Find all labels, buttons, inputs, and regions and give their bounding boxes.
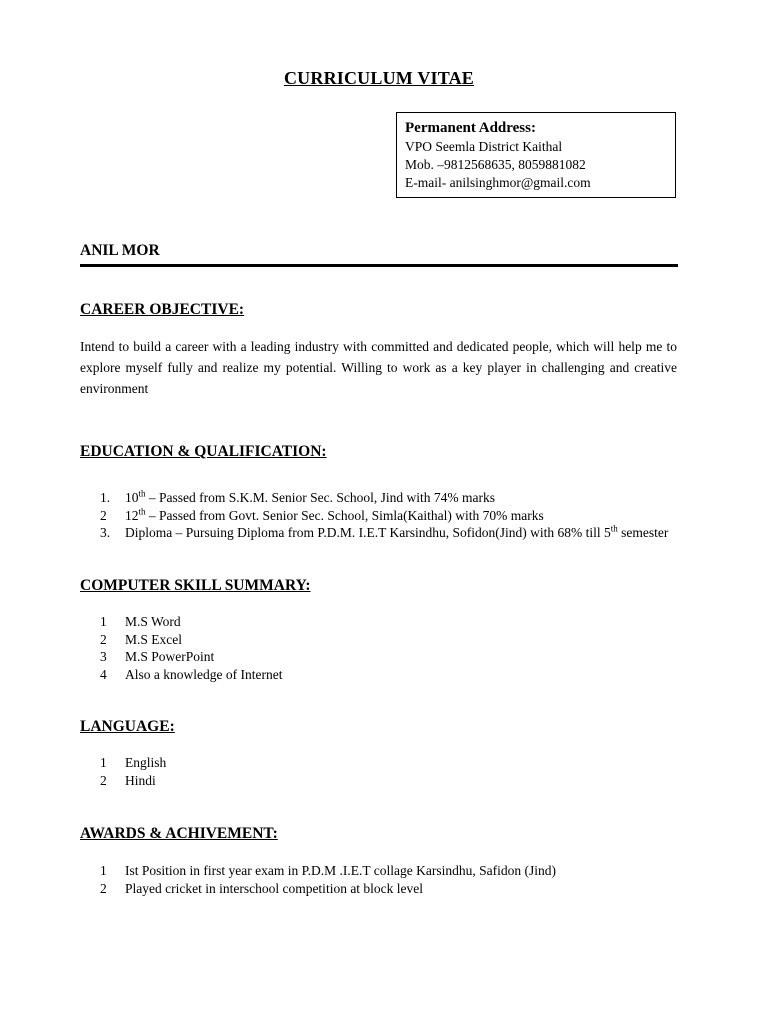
skill-text: Also a knowledge of Internet xyxy=(125,666,283,682)
education-detail: – Passed from S.K.M. Senior Sec. School, Jind with 74% marks xyxy=(145,490,495,505)
list-item xyxy=(100,666,500,684)
mobile-line: Mob. –9812568635, 8059881082 xyxy=(405,157,586,172)
list-number: 3 xyxy=(100,649,107,664)
list-number: 2 xyxy=(100,880,107,896)
ordinal-suffix: th xyxy=(610,523,618,534)
skill-text: M.S PowerPoint xyxy=(125,649,215,664)
skill-text: M.S Word xyxy=(125,614,181,629)
education-heading: EDUCATION & QUALIFICATION: xyxy=(80,443,327,460)
list-item xyxy=(100,613,500,631)
education-level: 12 xyxy=(125,507,139,523)
awards-list xyxy=(100,862,680,897)
permanent-address-box xyxy=(396,112,676,198)
list-number: 3. xyxy=(100,525,111,540)
list-number: 2 xyxy=(100,772,107,788)
language-heading: LANGUAGE: xyxy=(80,718,175,735)
candidate-name: ANIL MOR xyxy=(80,242,160,259)
career-objective-text: Intend to build a career with a leading industry with committed and dedicated people, which will help me to explore myself fully and realize my potential. Willing to work as a key player in challenging and creative environment xyxy=(80,339,677,396)
award-text: Played cricket in interschool competition at block level xyxy=(125,880,424,896)
language-list xyxy=(100,754,500,789)
ordinal-suffix: th xyxy=(138,488,146,499)
list-item xyxy=(100,772,500,790)
address-heading: Permanent Address: xyxy=(405,120,536,136)
language-text: English xyxy=(125,755,167,770)
list-item xyxy=(100,524,680,542)
education-detail-end: semester xyxy=(617,525,669,540)
list-item xyxy=(100,507,680,525)
education-detail: Diploma – Pursuing Diploma from P.D.M. I.E.T Karsindhu, Sofidon(Jind) with 68% till 5 xyxy=(125,525,611,540)
career-objective-heading: CAREER OBJECTIVE: xyxy=(80,301,245,318)
list-number: 1. xyxy=(100,490,111,505)
list-item xyxy=(100,489,680,507)
computer-skills-heading: COMPUTER SKILL SUMMARY: xyxy=(80,577,311,594)
list-number: 2 xyxy=(100,507,107,523)
list-item xyxy=(100,648,500,666)
education-list xyxy=(100,489,680,542)
language-text: Hindi xyxy=(125,772,156,788)
list-item xyxy=(100,754,500,772)
education-detail: – Passed from Govt. Senior Sec. School, Simla(Kaithal) with 70% marks xyxy=(145,507,544,523)
list-number: 2 xyxy=(100,631,107,647)
name-divider xyxy=(80,264,678,267)
education-level: 10 xyxy=(125,490,139,505)
awards-heading: AWARDS & ACHIVEMENT: xyxy=(80,825,278,842)
list-item xyxy=(100,862,680,880)
computer-skills-list xyxy=(100,613,500,683)
ordinal-suffix: th xyxy=(138,506,146,516)
skill-text: M.S Excel xyxy=(125,631,182,647)
list-item xyxy=(100,880,680,898)
list-number: 1 xyxy=(100,755,107,770)
address-line: VPO Seemla District Kaithal xyxy=(405,139,563,154)
list-number: 4 xyxy=(100,666,107,682)
list-item xyxy=(100,631,500,649)
document-title: CURRICULUM VITAE xyxy=(283,68,475,88)
email-line: E-mail- anilsinghmor@gmail.com xyxy=(405,175,591,190)
list-number: 1 xyxy=(100,614,107,629)
list-number: 1 xyxy=(100,863,107,878)
award-text: Ist Position in first year exam in P.D.M .I.E.T collage Karsindhu, Safidon (Jind) xyxy=(125,863,556,878)
